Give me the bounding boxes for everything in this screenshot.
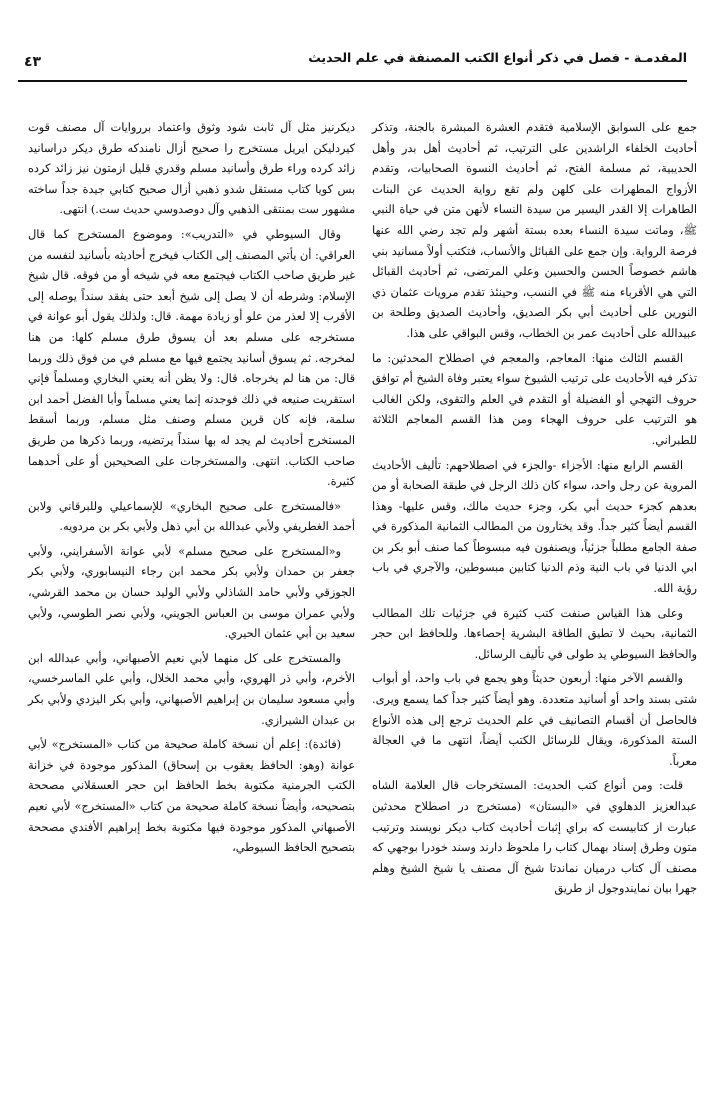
paragraph: «فالمستخرج على صحيح البخاري» للإسماعيلي وللبرقاني ولابن أحمد الغطريفي ولأبي عبدالله بن أبي ذهل ولأبي بكر بن مردويه.	[28, 499, 355, 534]
paragraph: القسم الرابع منها: الأجزاء -والجزء في اصطلاحهم: تأليف الأحاديث المروية عن رجل واحد، سواء كان ذلك الرجل في طبقة الصحابة أو من بعدهم كجزء حديث أبي بكر، وجزء حديث مالك، وقس عليها- وهذا القسم أيضاً كثير جداً. وقد يختارون من المطالب الثمانية المذكورة في صفة الجامع مطلباً جزئياً، ويصنفون فيه مبسوطاً كما صنف أبو بكر بن ابي الدنيا في باب النية وذم الدنيا كتابين مبسوطين، والآجري في باب رؤية الله.	[372, 458, 697, 596]
page-number: ٤٣	[24, 54, 42, 70]
paragraph: والقسم الآخر منها: أربعون حديثاً وهو يجمع في باب واحد، أو أبواب شتى بسند واحد أو أسانيد متعددة. وهو أيضاً كثير جداً كما يسمع ويرى. فالحاصل أن أقسام التصانيف في علم الحديث ترجع إلى هذه الأنواع الستة المذكورة، ويقال للرسائل الكتب أيضاً، انتهى ما في العجالة معرباً.	[372, 672, 697, 768]
paragraph: و«المستخرج على صحيح مسلم» لأبي عوانة الأسفرايني، ولأبي جعفر بن حمدان ولأبي بكر محمد ابن رجاء النيسابوري، ولأبي بكر الجوزقي ولأبي حامد الشاذلي ولأبي الوليد حسان بن محمد القرشي، ولأبي عمران موسى بن العباس الجويني، ولأبي نصر الطوسي، ولأبي سعيد بن أبي عثمان الحيري.	[28, 544, 355, 641]
paragraph: القسم الثالث منها: المعاجم، والمعجم في اصطلاح المحدثين: ما تذكر فيه الأحاديث على ترتيب الشيوخ سواء يعتبر وفاة الشيخ أم توافق حروف التهجي أو الفضيلة أو التقدم في العلم والتقوى، ولكن الغالب هو الترتيب على حروف الهجاء ومن هذا القسم المعاجم الثلاثة للطبراني.	[372, 351, 697, 447]
paragraph: (فائدة): إعلم أن نسخة كاملة صحيحة من كتاب «المستخرج» لأبي عوانة (وهو: الحافظ يعقوب بن إسحاق) المذكور موجودة في خزانة الكتب الجرمنية مكتوبة بخط الحافظ ابن حجر العسقلاني مصححة بتصحيحه، وأيضاً نسخة كاملة صحيحة من كتاب «المستخرج» لأبي نعيم الأصبهاني المذكور موجودة فيها مكتوبة بخط إبراهيم الأفندي مصححة بتصحيح الحافظ السيوطي،	[28, 738, 355, 855]
paragraph: وقال السيوطي في «التدريب»: وموضوع المستخرج كما قال العراقي: أن يأتي المصنف إلى الكتاب فيخرج أحاديثه بأسانيد لنفسه من غير طريق صاحب الكتاب فيجتمع معه في شيخه أو من فوقه. قال شيخ الإسلام: وشرطه أن لا يصل إلى شيخ أبعد حتى يفقد سنداً يوصله إلى الأقرب إلا لعذر من علو أو زيادة مهمة. قال: ولذلك يقول أبو عوانة في مستخرجه على مسلم بعد أن يسوق طرق مسلم كلها: من هنا لمخرجه. ثم يسوق أسانيد يجتمع فيها مع مسلم في من فوق ذلك وربما قال: من هنا لم يخرجاه. قال: ولا يظن أنه يعني البخاري ومسلماً فإني استقريت صنيعه في ذلك فوجدته إنما يعني مسلماً وأبا الفضل أحمد ابن سلمة، فإنه كان قرين مسلم وصنف مثل مسلم، وربما أسقط المستخرج أحاديث لم يجد له بها سنداً يرتضيه، وربما ذكرها من طريق صاحب الكتاب. انتهى. والمستخرجات على الصحيحين أو على أحدهما كثيرة.	[28, 227, 355, 489]
running-title: المقدمـة - فصل في ذكر أنواع الكتب المصنفة في علم الحديث	[308, 50, 687, 65]
header-rule	[18, 80, 687, 82]
paragraph: جمع على السوابق الإسلامية فتقدم العشرة المبشرة بالجنة، وتذكر أحاديث الخلفاء الراشدين على الترتيب، ثم أحاديث أهل بدر وأهل الحديبية، ثم مسلمة الفتح، ثم أحاديث النسوة الصحابيات، وتقدم الأزواج المطهرات على كلهن ولم تقع رواية الحديث عن البنات الطاهرات إلا القدر اليسير من سيدة النساء لأنهن متن في حياة النبي ﷺ، وماتت سيدة النساء بعده بستة أشهر ولم تجد رضي الله عنها فرصة الرواية. وإن جمع على القبائل والأنساب، فتكتب أولاً مسانيد بني هاشم خصوصاً الحسن والحسين وعلي المرتضى، ثم أحاديث القبائل التي هي الأقرباء منه ﷺ في النسب، وحينئذ تقدم مرويات عثمان ذي النورين على أحاديث أبي بكر الصديق، وأحاديث الصديق وطلحة بن عبيدالله على أحاديث عمر بن الخطاب، وقس البواقي على هذا.	[372, 121, 697, 340]
paragraph: قلت: ومن أنواع كتب الحديث: المستخرجات قال العلامة الشاه عبدالعزيز الدهلوي في «البستان» (مستخرج در اصطلاح محدثين عبارت از كتابيست كه براي إثبات أحاديث كتاب ديكر نويسند وترتيب متون وطرق إسناد بهمال كتاب را ملحوظ دارند وسند خودرا بوجهي كه مصنف آل كتاب درميان نماندتا شيخ آل مصنف يا شيخ الشيخ وهلم جهرا بيان نمايندوجول از طريق	[372, 779, 697, 896]
paragraph: ديكرنيز مثل آل ثابت شود وثوق واعتماد برروايات آل مصنف قوت كيردليكن ايريل مستخرج را صحيح أزال نامندكه طرق ديكر دراسانيد زائد كرده وراء طرق وأسانيد مسلم وقدري قليل ازمتون نيز زائد كرده بس كويا كتاب مستقل شدو ذهبي أزال صحيح كتابي جيدة جداً ساخته مشهور ست بمنتقى الذهبي وآل دوصدوسي حديث ست.) انتهى.	[28, 121, 355, 217]
paragraph: والمستخرج على كل منهما لأبي نعيم الأصبهاني، وأبي عبدالله ابن الأخرم، وأبي ذر الهروي، وأبي محمد الخلال، وأبي علي الماسرخسي، وأبي مسعود سليمان بن إبراهيم الأصبهاني، وأبي بكر اليزدي ولأبي بكر بن عبدان الشيرازي.	[28, 651, 355, 727]
paragraph: وعلى هذا القياس صنفت كتب كثيرة في جزئيات تلك المطالب الثمانية، بحيث لا تطيق الطاقة البشرية إحصاءها. وللحافظ ابن حجر والحافظ السيوطي يد طولى في تأليف الرسائل.	[372, 606, 697, 661]
running-header	[18, 44, 687, 74]
right-column	[372, 118, 697, 904]
left-column	[28, 118, 355, 863]
